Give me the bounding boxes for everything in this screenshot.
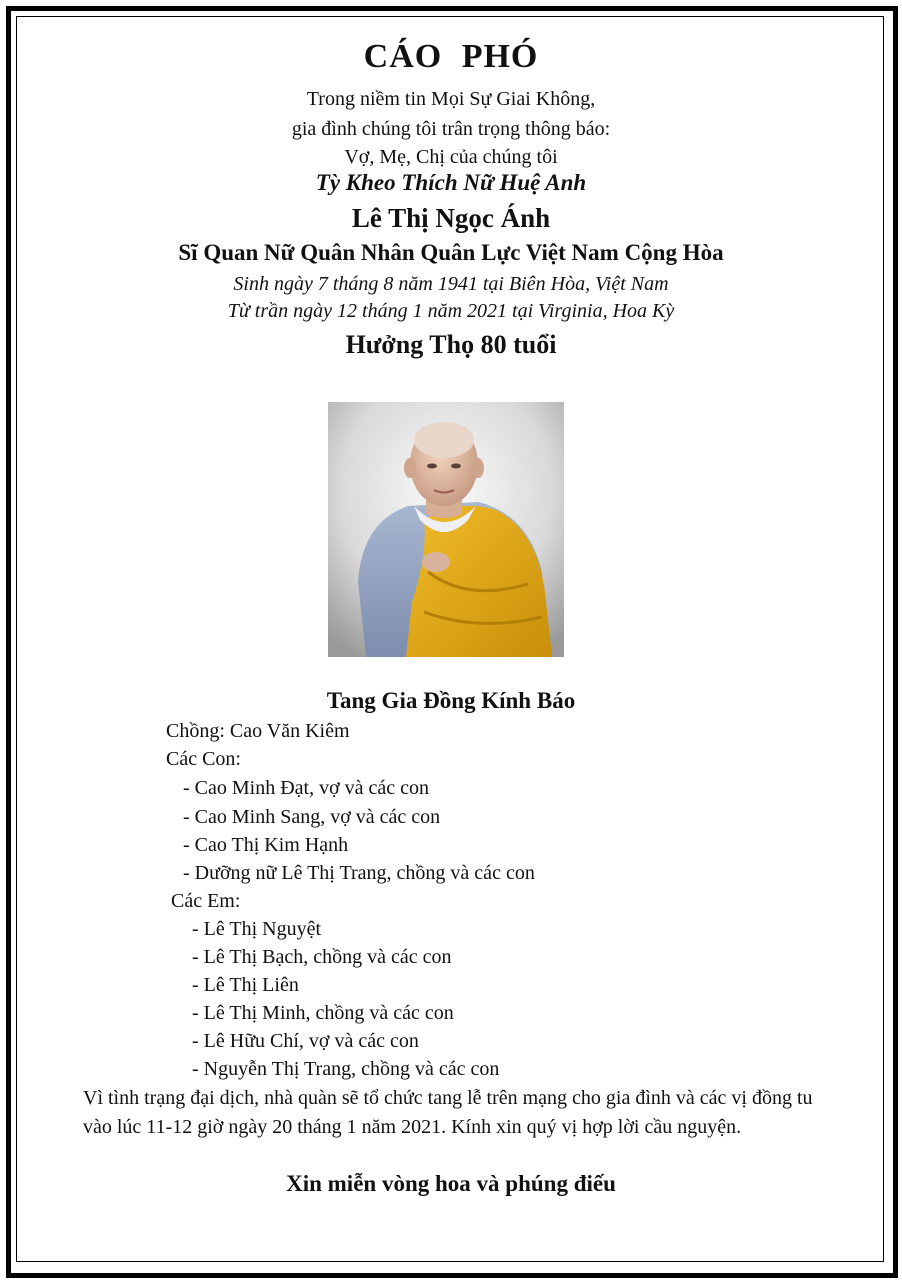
deceased-name: Lê Thị Ngọc Ánh <box>351 203 551 233</box>
husband-line: Chồng: Cao Văn Kiêm <box>166 720 350 742</box>
page-title: CÁO PHÓ <box>363 38 539 75</box>
child-item: - Cao Thị Kim Hạnh <box>183 834 349 856</box>
child-item: - Cao Minh Sang, vợ và các con <box>183 806 441 828</box>
sibling-item: - Lê Thị Nguyệt <box>192 918 322 940</box>
death-info: Từ trần ngày 12 tháng 1 năm 2021 tại Virginia, Hoa Kỳ <box>227 300 675 322</box>
age-line: Hưởng Thọ 80 tuổi <box>345 330 557 359</box>
sibling-item: - Lê Hữu Chí, vợ và các con <box>192 1030 419 1052</box>
sibling-item: - Nguyễn Thị Trang, chồng và các con <box>192 1058 500 1080</box>
sibling-item: - Lê Thị Minh, chồng và các con <box>192 1002 454 1024</box>
birth-info: Sinh ngày 7 tháng 8 năm 1941 tại Biên Hòa, Việt Nam <box>233 273 669 295</box>
family-heading: Tang Gia Đồng Kính Báo <box>326 688 576 713</box>
dharma-name: Tỳ Kheo Thích Nữ Huệ Anh <box>315 170 587 195</box>
closing-line: Xin miễn vòng hoa và phúng điếu <box>286 1171 616 1196</box>
portrait-photo <box>328 402 564 657</box>
sibling-item: - Lê Thị Liên <box>192 974 299 996</box>
sibling-item: - Lê Thị Bạch, chồng và các con <box>192 946 452 968</box>
intro-line-1: Trong niềm tin Mọi Sự Giai Không, <box>306 88 596 110</box>
children-label: Các Con: <box>166 748 241 770</box>
military-rank: Sĩ Quan Nữ Quân Nhân Quân Lực Việt Nam Cộng Hòa <box>178 240 724 265</box>
intro-line-2: gia đình chúng tôi trân trọng thông báo: <box>291 118 611 140</box>
siblings-label: Các Em: <box>171 890 241 912</box>
livestream-notice: Vì tình trạng đại dịch, nhà quàn sẽ tổ chức tang lễ trên mạng cho gia đình và các vị đồng tu vào lúc 11-12 giờ ngày 20 tháng 1 năm 2021. Kính xin quý vị hợp lời cầu nguyện. <box>83 1087 813 1138</box>
child-item: - Dưỡng nữ Lê Thị Trang, chồng và các con <box>183 862 535 884</box>
child-item: - Cao Minh Đạt, vợ và các con <box>183 777 430 799</box>
intro-line-3: Vợ, Mẹ, Chị của chúng tôi <box>344 146 558 168</box>
